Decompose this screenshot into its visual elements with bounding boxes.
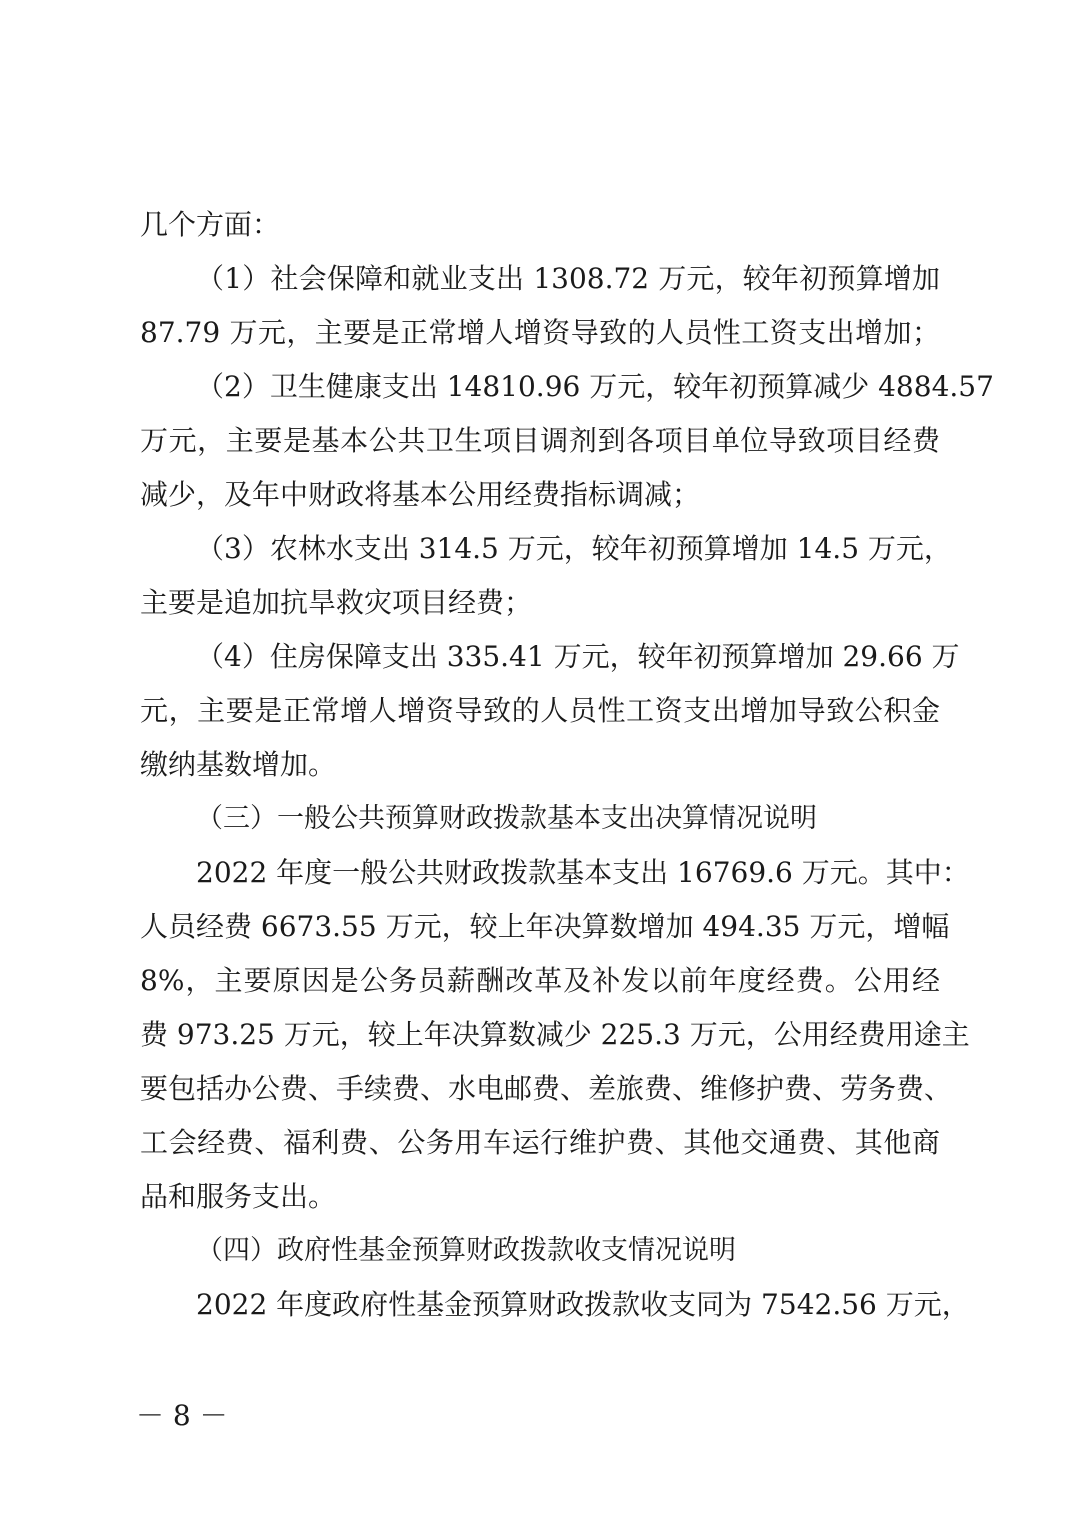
- text-line: 87.79 万元，主要是正常增人增资导致的人员性工资支出增加；: [140, 316, 940, 349]
- text-line: 品和服务支出。: [140, 1180, 337, 1213]
- paragraph-item-4: （4）住房保障支出 335.41 万元，较年初预算增加 29.66 万: [196, 640, 960, 673]
- text-line: 减少，及年中财政将基本公用经费指标调减；: [140, 478, 701, 511]
- paragraph-government-fund: 2022 年度政府性基金预算财政拨款收支同为 7542.56 万元，: [196, 1288, 970, 1321]
- text-line: 要包括办公费、手续费、水电邮费、差旅费、维修护费、劳务费、: [140, 1072, 953, 1105]
- text-line: 万元，主要是基本公共卫生项目调剂到各项目单位导致项目经费: [140, 424, 940, 457]
- text-line: 元，主要是正常增人增资导致的人员性工资支出增加导致公积金: [140, 694, 940, 727]
- text-line: 主要是追加抗旱救灾项目经费；: [140, 586, 533, 619]
- text-line: 人员经费 6673.55 万元，较上年决算数增加 494.35 万元，增幅: [140, 910, 950, 943]
- paragraph-item-1: （1）社会保障和就业支出 1308.72 万元，较年初预算增加: [196, 262, 940, 295]
- paragraph-basic-expenditure: 2022 年度一般公共财政拨款基本支出 16769.6 万元。其中：: [196, 856, 970, 889]
- section-heading-4: （四）政府性基金预算财政拨款收支情况说明: [196, 1235, 736, 1266]
- text-line: 工会经费、福利费、公务用车运行维护费、其他交通费、其他商: [140, 1126, 940, 1159]
- text-line: 费 973.25 万元，较上年决算数减少 225.3 万元，公用经费用途主: [140, 1018, 970, 1051]
- paragraph-item-3: （3）农林水支出 314.5 万元，较年初预算增加 14.5 万元，: [196, 532, 952, 565]
- text-line: 8%，主要原因是公务员薪酬改革及补发以前年度经费。公用经: [140, 964, 940, 997]
- text-line: 缴纳基数增加。: [140, 748, 337, 781]
- page-number: － 8 －: [136, 1399, 228, 1432]
- section-heading-3: （三）一般公共预算财政拨款基本支出决算情况说明: [196, 803, 817, 834]
- paragraph-item-2: （2）卫生健康支出 14810.96 万元，较年初预算减少 4884.57: [196, 370, 994, 403]
- text-line-continuation: 几个方面：: [140, 208, 281, 241]
